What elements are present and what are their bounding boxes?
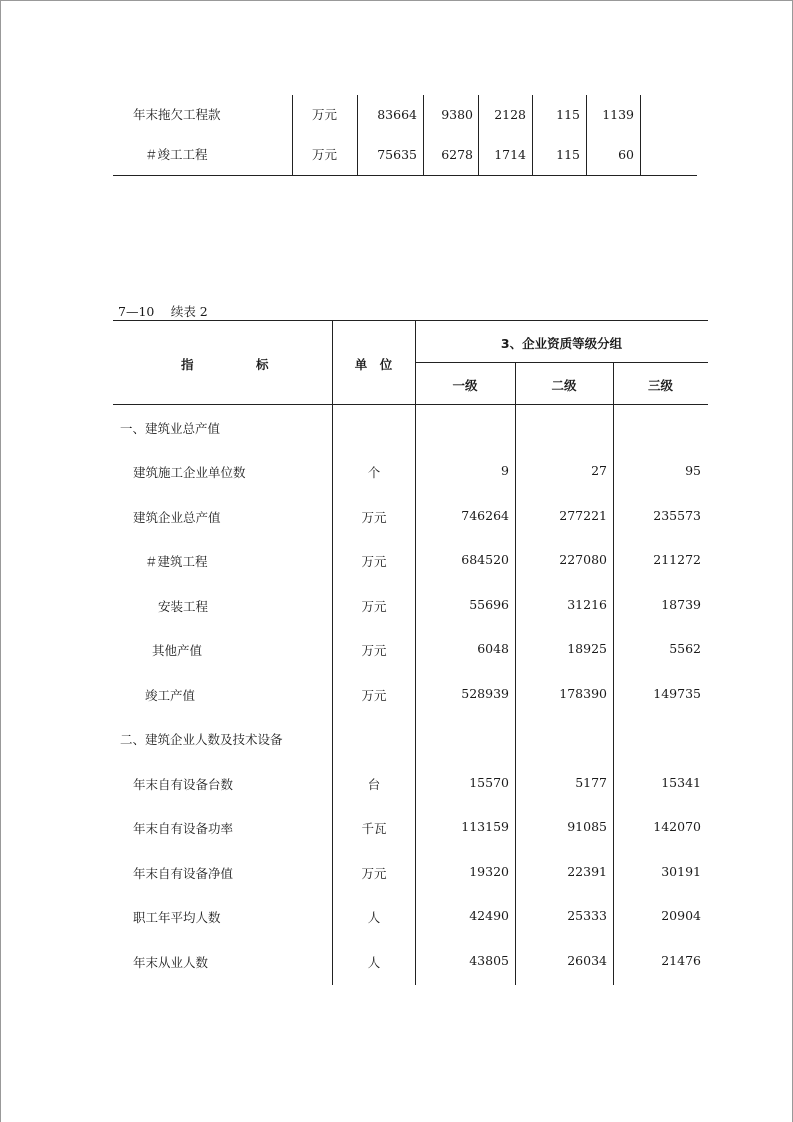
- row-label: 其他产值: [152, 643, 203, 658]
- grade1-column-right-rule: [515, 362, 516, 985]
- grade3-header: 三级: [647, 378, 673, 393]
- cell-value: 115: [556, 107, 580, 122]
- grade2-value: 18925: [567, 641, 607, 656]
- cell-value: 6278: [441, 147, 473, 162]
- grade2-value: 25333: [567, 908, 607, 923]
- cell-value: 2128: [494, 107, 526, 122]
- row-unit: 千瓦: [361, 821, 387, 836]
- grade3-value: 149735: [653, 686, 701, 701]
- grade1-value: 113159: [461, 819, 509, 834]
- top-table-bottom-rule: [113, 175, 697, 176]
- grade1-value: 9: [501, 463, 509, 478]
- unit-header: 单 位: [354, 357, 393, 372]
- row-label: 建筑施工企业单位数: [133, 465, 246, 480]
- grade2-value: 26034: [567, 953, 607, 968]
- grade2-header: 二级: [551, 378, 577, 393]
- grade1-value: 43805: [469, 953, 509, 968]
- grade3-value: 15341: [661, 775, 701, 790]
- grade-group-header: 3、企业资质等级分组: [500, 336, 623, 351]
- row-unit: 万元: [361, 554, 387, 569]
- grade2-value: 22391: [567, 864, 607, 879]
- row-unit: 万元: [361, 866, 387, 881]
- header-bottom-rule: [113, 404, 708, 405]
- grade3-value: 30191: [661, 864, 701, 879]
- grade3-value: 18739: [661, 597, 701, 612]
- grade1-value: 6048: [477, 641, 509, 656]
- row-label: ＃竣工工程: [145, 147, 208, 162]
- grade2-value: 31216: [567, 597, 607, 612]
- statistics-table: [113, 320, 708, 985]
- cell-value: 1714: [494, 147, 526, 162]
- row-unit: 万元: [361, 643, 387, 658]
- cell-value: 9380: [441, 107, 473, 122]
- grade3-value: 142070: [653, 819, 701, 834]
- indicator-header: 指 标: [181, 357, 269, 372]
- grade1-value: 15570: [469, 775, 509, 790]
- grade1-value: 684520: [461, 552, 509, 567]
- grade1-value: 19320: [469, 864, 509, 879]
- row-label: 年末自有设备台数: [133, 777, 234, 792]
- row-label: 年末从业人数: [133, 955, 209, 970]
- cell-value: 60: [618, 147, 634, 162]
- row-unit: 万元: [311, 107, 337, 122]
- row-unit: 台: [367, 777, 381, 792]
- row-unit: 万元: [361, 688, 387, 703]
- row-label: 建筑企业总产值: [133, 510, 221, 525]
- row-unit: 万元: [361, 510, 387, 525]
- row-label: 竣工产值: [145, 688, 196, 703]
- table-top-rule: [113, 320, 708, 321]
- row-unit: 万元: [361, 599, 387, 614]
- table-row: [113, 145, 697, 165]
- cell-value: 75635: [377, 147, 417, 162]
- grade3-value: 21476: [661, 953, 701, 968]
- grade3-value: 5562: [669, 641, 701, 656]
- row-label: 年末自有设备功率: [133, 821, 234, 836]
- grade2-value: 5177: [575, 775, 607, 790]
- grade2-value: 91085: [567, 819, 607, 834]
- page-border-left: [0, 0, 1, 1122]
- row-label: 职工年平均人数: [133, 910, 221, 925]
- page-border-top: [0, 0, 793, 1]
- grade1-value: 528939: [461, 686, 509, 701]
- row-unit: 人: [367, 955, 381, 970]
- table-caption: 7—10 续表 2: [118, 304, 208, 319]
- row-label: 年末拖欠工程款: [133, 107, 221, 122]
- row-unit: 万元: [311, 147, 337, 162]
- cell-value: 1139: [602, 107, 634, 122]
- row-unit: 个: [367, 465, 381, 480]
- grade1-value: 42490: [469, 908, 509, 923]
- grade3-value: 20904: [661, 908, 701, 923]
- grade1-value: 55696: [469, 597, 509, 612]
- grade2-value: 277221: [559, 508, 607, 523]
- top-table-fragment: [113, 95, 697, 177]
- grade2-value: 27: [591, 463, 607, 478]
- grade1-header: 一级: [452, 378, 478, 393]
- cell-value: 83664: [377, 107, 417, 122]
- grade2-value: 178390: [559, 686, 607, 701]
- row-unit: 人: [367, 910, 381, 925]
- table-row: [113, 105, 697, 125]
- section-heading: 二、建筑企业人数及技术设备: [120, 732, 283, 747]
- row-label: 年末自有设备净值: [133, 866, 234, 881]
- grade3-value: 95: [685, 463, 701, 478]
- row-label: ＃建筑工程: [145, 554, 208, 569]
- section-heading: 一、建筑业总产值: [120, 421, 221, 436]
- group-header-rule: [415, 362, 708, 363]
- grade2-value: 227080: [559, 552, 607, 567]
- row-label: 安装工程: [158, 599, 209, 614]
- grade3-value: 235573: [653, 508, 701, 523]
- grade2-column-right-rule: [613, 362, 614, 985]
- grade3-value: 211272: [653, 552, 701, 567]
- cell-value: 115: [556, 147, 580, 162]
- grade1-value: 746264: [461, 508, 509, 523]
